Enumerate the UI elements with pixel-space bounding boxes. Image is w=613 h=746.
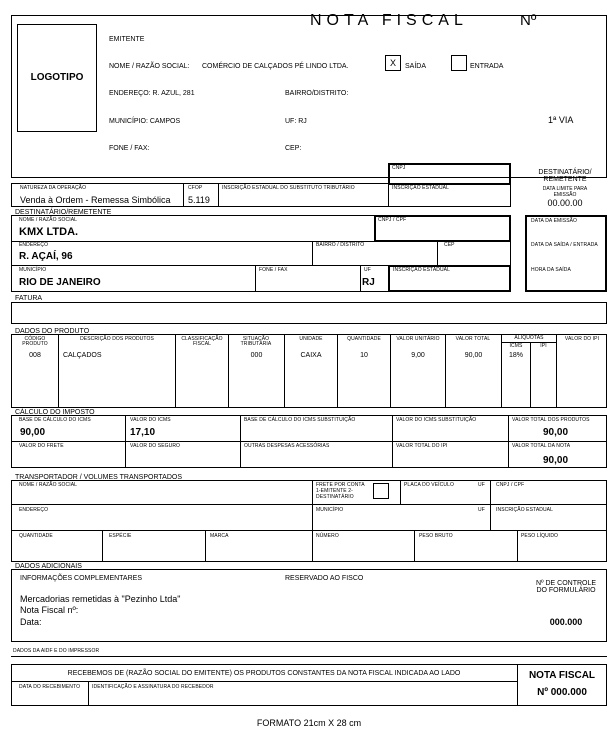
dest-municipio-label: MUNICÍPIO: [19, 267, 47, 273]
fatura-box: [11, 302, 607, 324]
data-limite-value: 00.00.00: [547, 198, 583, 208]
td-valor-total: 90,00: [464, 352, 483, 359]
natureza-label: NATUREZA DA OPERAÇÃO: [20, 185, 87, 191]
ie-subst-label: INSCRIÇÃO ESTADUAL DO SUBSTITUTO TRIBUTÁRIO: [222, 185, 355, 191]
numero-label: Nº: [520, 12, 537, 29]
logo: LOGOTIPO: [30, 72, 84, 83]
fatura-section-title: FATURA: [15, 295, 43, 302]
transp-section-title: TRANSPORTADOR / VOLUMES TRANSPORTADOS: [15, 474, 182, 481]
total-produtos-label: VALOR TOTAL DOS PRODUTOS: [512, 417, 590, 423]
transp-numero-label: NÚMERO: [316, 533, 339, 539]
td-icms: 18%: [508, 352, 523, 359]
data-emissao-label: DATA DA EMISSÃO: [531, 218, 578, 224]
transp-peso-bruto-label: PESO BRUTO: [419, 533, 453, 539]
frete-label: VALOR DO FRETE: [19, 443, 64, 449]
transp-placa-label: PLACA DO VEÍCULO: [404, 482, 454, 488]
cnpj-emitente-label: CNPJ: [392, 165, 406, 171]
dest-endereco-label: ENDEREÇO: [19, 242, 49, 248]
seguro-label: VALOR DO SEGURO: [130, 443, 181, 449]
td-unidade: CAIXA: [300, 352, 322, 359]
controle-value: 000.000: [549, 617, 583, 627]
recibo-nf-num: Nº 000.000: [537, 687, 587, 698]
total-nota-value: 90,00: [543, 455, 569, 466]
transp-endereco-label: ENDEREÇO: [19, 507, 49, 513]
cep-emitente: CEP:: [285, 145, 302, 152]
razao-value: COMÉRCIO DE CALÇADOS PÉ LINDO LTDA.: [202, 63, 349, 70]
uf-emitente: UF: RJ: [285, 118, 307, 125]
transp-peso-liquido-label: PESO LÍQUIDO: [521, 533, 559, 539]
transp-uf2-label: UF: [478, 507, 485, 513]
emitente-label: EMITENTE: [109, 36, 145, 43]
data-recebimento-label: DATA DO RECEBIMENTO: [19, 684, 81, 690]
adicionais-line2: Nota Fiscal nº:: [20, 605, 79, 615]
calculo-section-title: CÁLCULO DO IMPOSTO: [15, 409, 95, 416]
th-valor-total: VALOR TOTAL: [455, 336, 491, 342]
aidf-label: DADOS DA AIDF E DO IMPRESSOR: [13, 648, 100, 654]
fone-emitente: FONE / FAX:: [109, 145, 150, 152]
recibo-text: RECEBEMOS DE (RAZÃO SOCIAL DO EMITENTE) OS PRODUTOS CONSTANTES DA NOTA FISCAL INDICADA AO LADO: [67, 670, 461, 677]
endereco-emitente: ENDEREÇO: R. AZUL, 281: [109, 90, 195, 97]
adicionais-line3: Data:: [20, 617, 42, 627]
dest-nome-label: NOME / RAZÃO SOCIAL: [19, 217, 78, 223]
dest-cep-label: CEP: [444, 242, 455, 248]
entrada-label: ENTRADA: [470, 63, 504, 70]
th-quantidade: QUANTIDADE: [347, 336, 381, 342]
saida-mark: X: [390, 58, 397, 68]
dest-nome-value: KMX LTDA.: [19, 226, 79, 238]
total-ipi-label: VALOR TOTAL DO IPI: [396, 443, 448, 449]
transp-uf-label: UF: [478, 482, 485, 488]
dest-endereco-value: R. AÇAÍ, 96: [19, 251, 73, 262]
datas-box: [525, 215, 607, 292]
base-icms-value: 90,00: [20, 427, 46, 438]
data-limite-label: DATA LIMITE PARA EMISSÃO: [542, 186, 588, 198]
th-descricao: DESCRIÇÃO DOS PRODUTOS: [80, 336, 154, 342]
th-unidade: UNIDADE: [299, 336, 323, 342]
cnpj-emitente-box: [388, 163, 511, 185]
transp-ie-label: INSCRIÇÃO ESTADUAL: [496, 507, 553, 513]
cfop-label: CFOP: [188, 185, 203, 191]
valor-icms-label: VALOR DO ICMS: [130, 417, 171, 423]
th-valor-ipi: VALOR DO IPI: [564, 336, 600, 342]
valor-icms-value: 17,10: [130, 427, 156, 438]
assinatura-label: IDENTIFICAÇÃO E ASSINATURA DO RECEBEDOR: [92, 684, 214, 690]
recibo-nf-label: NOTA FISCAL: [528, 670, 596, 681]
adicionais-line1: Mercadorias remetidas à "Pezinho Ltda": [20, 594, 181, 604]
ie-emitente-label: INSCRIÇÃO ESTADUAL: [392, 185, 449, 191]
dest-uf-label: UF: [364, 267, 371, 273]
transp-marca-label: MARCA: [210, 533, 229, 539]
th-ipi: IPI: [540, 343, 547, 349]
total-nota-label: VALOR TOTAL DA NOTA: [512, 443, 571, 449]
base-subst-label: BASE DE CÁLCULO DO ICMS SUBSTITUIÇÃO: [244, 417, 356, 423]
th-valor-unitario: VALOR UNITÁRIO: [396, 336, 440, 342]
td-quantidade: 10: [360, 352, 368, 359]
natureza-value: Venda à Ordem - Remessa Simbólica: [20, 195, 171, 205]
transp-municipio-label: MUNICÍPIO: [316, 507, 344, 513]
cfop-value: 5.119: [188, 195, 210, 205]
outras-label: OUTRAS DESPESAS ACESSÓRIAS: [244, 443, 330, 449]
th-aliquotas: ALÍQUOTAS: [514, 335, 544, 341]
dest-ie-label: INSCRIÇÃO ESTADUAL: [393, 267, 450, 273]
base-icms-label: BASE DE CÁLCULO DO ICMS: [19, 417, 91, 423]
transp-frete-label: FRETE POR CONTA 1-EMITENTE 2-DESTINATÁRIO: [316, 482, 365, 500]
bairro-emitente: BAIRRO/DISTRITO:: [285, 90, 349, 97]
th-situacao: SITUAÇÃO TRIBUTÁRIA: [240, 336, 272, 347]
saida-checkbox[interactable]: [385, 55, 401, 71]
th-icms: ICMS: [509, 343, 523, 349]
transp-quantidade-label: QUANTIDADE: [19, 533, 53, 539]
entrada-checkbox[interactable]: [451, 55, 467, 71]
adicionais-section-title: DADOS ADICIONAIS: [15, 563, 82, 570]
produtos-section-title: DADOS DO PRODUTO: [15, 328, 90, 335]
info-comp-label: INFORMAÇÕES COMPLEMENTARES: [20, 575, 142, 582]
td-valor-unitario: 9,00: [411, 352, 425, 359]
dest-uf-value: RJ: [362, 277, 375, 288]
saida-label: SAÍDA: [405, 63, 427, 70]
td-situacao: 000: [250, 352, 263, 359]
dest-section-title: DESTINATÁRIO/REMETENTE: [15, 209, 112, 216]
td-codigo: 008: [29, 352, 41, 359]
document-title: NOTA FISCAL: [310, 12, 468, 29]
transp-cnpj-label: CNPJ / CPF: [496, 482, 525, 488]
transp-nome-label: NOME / RAZÃO SOCIAL: [19, 482, 78, 488]
th-codigo: CÓDIGO PRODUTO: [22, 336, 48, 347]
dest-cnpj-label: CNPJ / CPF: [378, 217, 407, 223]
data-saida-label: DATA DA SAÍDA / ENTRADA: [531, 242, 598, 248]
th-classificacao: CLASSIFICAÇÃO FISCAL: [181, 336, 223, 347]
frete-checkbox[interactable]: [373, 483, 389, 499]
td-descricao: CALÇADOS: [63, 352, 102, 359]
dest-bairro-label: BAIRRO / DISTRITO: [316, 242, 365, 248]
dest-municipio-value: RIO DE JANEIRO: [19, 277, 101, 288]
controle-label: Nº DE CONTROLE DO FORMULÁRIO: [535, 580, 597, 594]
dest-fone-label: FONE / FAX: [259, 267, 288, 273]
dest-title: DESTINATÁRIO/ REMETENTE: [538, 169, 592, 183]
total-produtos-value: 90,00: [543, 427, 569, 438]
via-label: 1ª VIA: [548, 115, 574, 125]
hora-saida-label: HORA DA SAÍDA: [531, 267, 571, 273]
razao-label: NOME / RAZÃO SOCIAL:: [109, 63, 190, 70]
formato-label: FORMATO 21cm X 28 cm: [256, 718, 362, 728]
municipio-emitente: MUNICÍPIO: CAMPOS: [109, 118, 181, 125]
valor-subst-label: VALOR DO ICMS SUBSTITUIÇÃO: [396, 417, 477, 423]
reservado-fisco-label: RESERVADO AO FISCO: [285, 575, 364, 582]
transp-especie-label: ESPÉCIE: [109, 533, 132, 539]
